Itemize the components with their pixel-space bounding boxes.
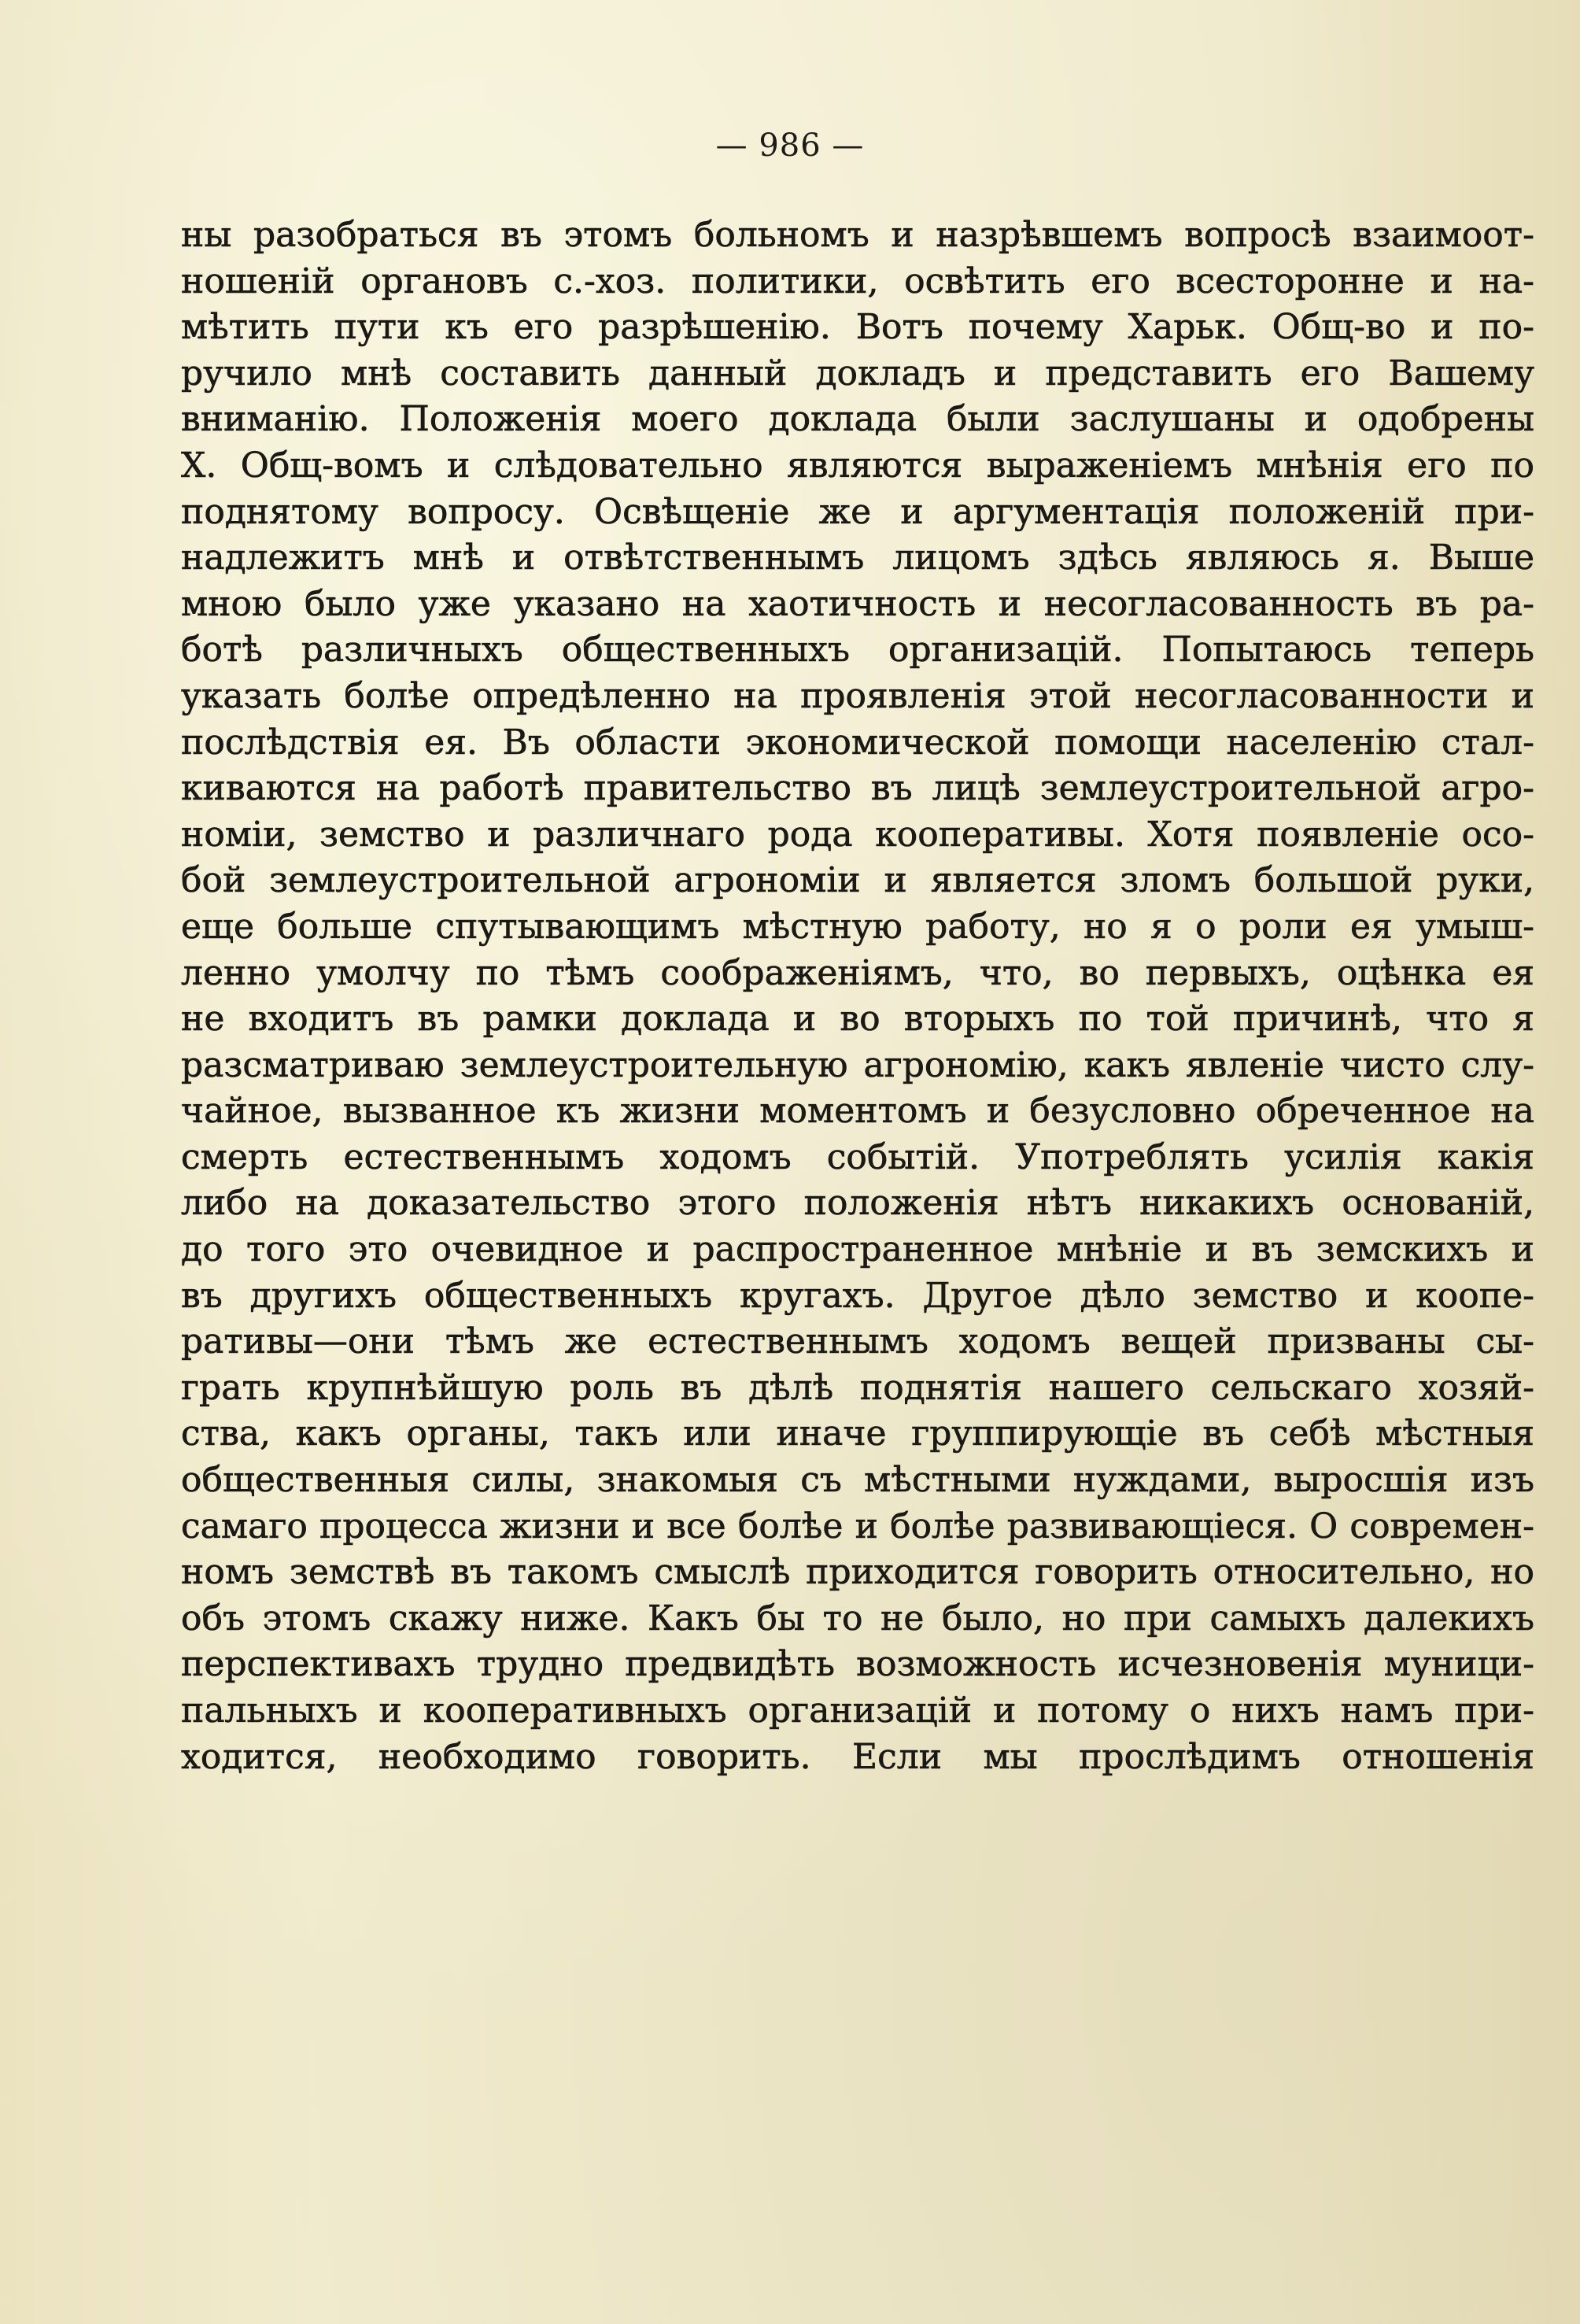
text-line: ны разобраться въ этомъ больномъ и назрѣвшемъ вопросѣ взаимоот-	[181, 215, 1534, 255]
text-line: объ этомъ скажу ниже. Какъ бы то не было, но при самыхъ далекихъ	[181, 1598, 1534, 1639]
text-line: разсматриваю землеустроительную агрономію, какъ явленіе чисто слу-	[181, 1044, 1534, 1085]
text-line: номъ земствѣ въ такомъ смыслѣ приходится говорить относительно, но	[181, 1552, 1534, 1593]
text-line: не входитъ въ рамки доклада и во вторыхъ по той причинѣ, что я	[181, 999, 1534, 1040]
text-line: ношеній органовъ с.-хоз. политики, освѣтить его всесторонне и на-	[181, 260, 1534, 301]
text-line: ходится, необходимо говорить. Если мы прослѣдимъ отношенія	[181, 1736, 1534, 1777]
text-line: надлежитъ мнѣ и отвѣтственнымъ лицомъ здѣсь являюсь я. Выше	[181, 538, 1534, 578]
text-line: Х. Общ-вомъ и слѣдовательно являются выраженіемъ мнѣнія его по	[181, 445, 1534, 486]
text-line: смерть естественнымъ ходомъ событій. Употреблять усилія какія	[181, 1136, 1534, 1177]
body-text	[181, 212, 1534, 1780]
text-line: пальныхъ и кооперативныхъ организацій и потому о нихъ намъ при-	[181, 1690, 1534, 1731]
text-line: указать болѣе опредѣленно на проявленія этой несогласованности и	[181, 675, 1534, 716]
text-line: мѣтить пути къ его разрѣшенію. Вотъ почему Харьк. Общ-во и по-	[181, 307, 1534, 348]
text-line: общественныя силы, знакомыя съ мѣстными нуждами, выросшія изъ	[181, 1460, 1534, 1501]
text-line: киваются на работѣ правительство въ лицѣ землеустроительной агро-	[181, 768, 1534, 809]
text-line: бой землеустроительной агрономіи и является зломъ большой руки,	[181, 860, 1534, 901]
text-line: мною было уже указано на хаотичность и несогласованность въ ра-	[181, 583, 1534, 624]
text-line: номіи, земство и различнаго рода кооперативы. Хотя появленіе осо-	[181, 814, 1534, 855]
text-line: грать крупнѣйшую роль въ дѣлѣ поднятія нашего сельскаго хозяй-	[181, 1367, 1534, 1408]
text-line: вниманію. Положенія моего доклада были заслушаны и одобрены	[181, 399, 1534, 440]
text-line: либо на доказательство этого положенія нѣтъ никакихъ основаній,	[181, 1183, 1534, 1224]
text-line: ративы—они тѣмъ же естественнымъ ходомъ вещей призваны сы-	[181, 1321, 1534, 1362]
text-line: послѣдствія ея. Въ области экономической помощи населенію стал-	[181, 722, 1534, 763]
text-line: до того это очевидное и распространенное мнѣніе и въ земскихъ и	[181, 1229, 1534, 1270]
text-line: ботѣ различныхъ общественныхъ организацій. Попытаюсь теперь	[181, 630, 1534, 671]
text-line: поднятому вопросу. Освѣщеніе же и аргументація положеній при-	[181, 491, 1534, 532]
text-line: перспективахъ трудно предвидѣть возможность исчезновенія муници-	[181, 1644, 1534, 1685]
text-line: ства, какъ органы, такъ или иначе группирующіе въ себѣ мѣстныя	[181, 1413, 1534, 1454]
page-number: — 986 —	[715, 127, 865, 164]
text-line: еще больше спутывающимъ мѣстную работу, но я о роли ея умыш-	[181, 906, 1534, 947]
text-line: ручило мнѣ составить данный докладъ и представить его Вашему	[181, 353, 1534, 393]
text-line: ленно умолчу по тѣмъ соображеніямъ, что, во первыхъ, оцѣнка ея	[181, 952, 1534, 993]
text-line: самаго процесса жизни и все болѣе и болѣе развивающіеся. О современ-	[181, 1506, 1534, 1546]
text-line: чайное, вызванное къ жизни моментомъ и безусловно обреченное на	[181, 1091, 1534, 1132]
text-line: въ другихъ общественныхъ кругахъ. Другое дѣло земство и коопе-	[181, 1275, 1534, 1316]
